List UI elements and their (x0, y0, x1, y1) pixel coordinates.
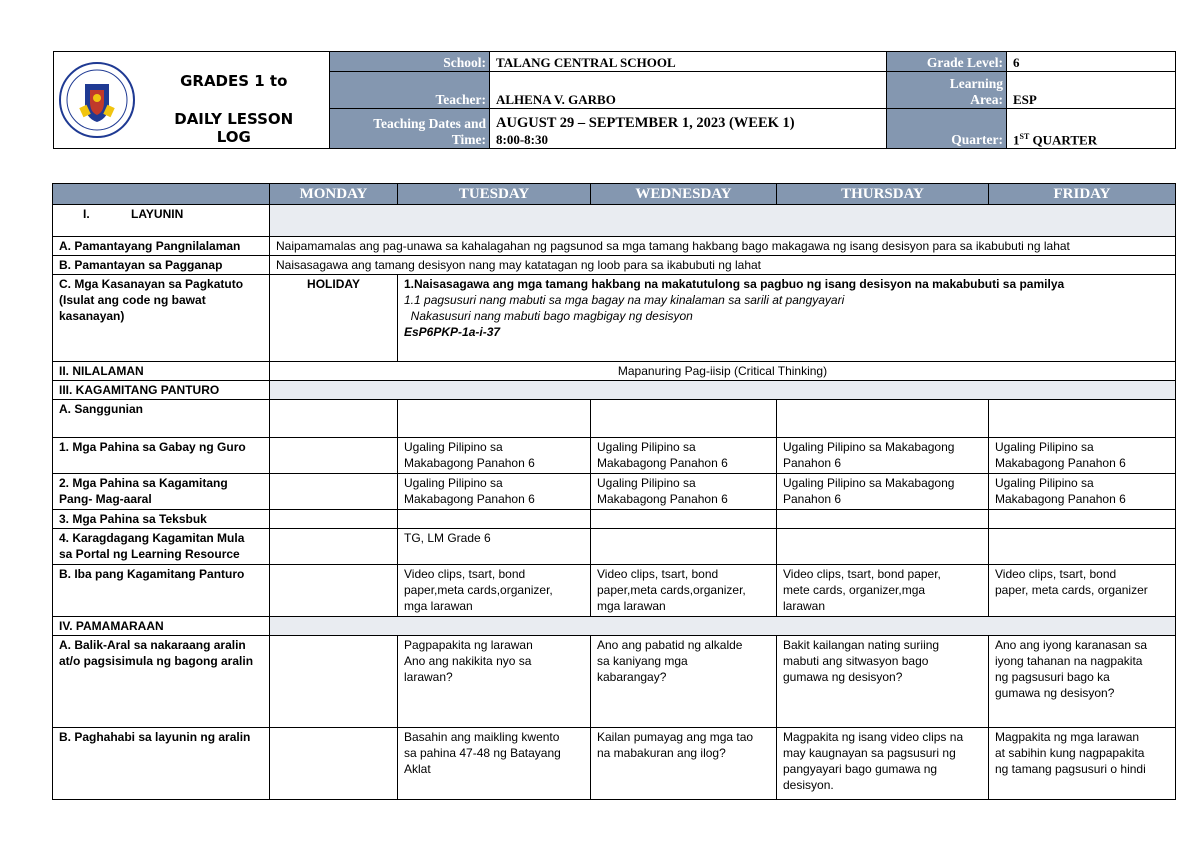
iba-pang-kagamitan-monday (270, 565, 398, 617)
gabay-guro-friday-line-1: Ugaling Pilipino sa (995, 440, 1094, 454)
paghahabi-tuesday (398, 728, 591, 800)
row-label-layunin (53, 205, 270, 237)
sanggunian-wednesday (591, 400, 777, 438)
kagamitang-pang-mag-aaral-friday-line-2: Makabagong Panahon 6 (995, 492, 1126, 506)
layunin-content (270, 205, 1176, 237)
gabay-guro-thursday-line-2: Panahon 6 (783, 456, 842, 470)
row-label-kagamitang-pang-mag-aaral (53, 474, 270, 510)
balik-aral-wednesday (591, 636, 777, 728)
pamamaraan-content (270, 617, 1176, 636)
learning-area-label (887, 72, 1007, 109)
title-line-3: LOG (216, 128, 251, 146)
kasanayan-code: EsP6PKP-1a-i-37 (404, 325, 501, 339)
sanggunian-friday (989, 400, 1176, 438)
sanggunian-tuesday (398, 400, 591, 438)
iba-pang-kagamitan-friday-line-2: paper, meta cards, organizer (995, 583, 1148, 597)
karagdagang-kagamitan-thursday (777, 529, 989, 565)
gabay-guro-thursday (777, 438, 989, 474)
iba-pang-kagamitan-wednesday-line-1: Video clips, tsart, bond (597, 567, 719, 581)
gabay-guro-thursday-line-1: Ugaling Pilipino sa Makabagong (783, 440, 955, 454)
kagamitang-pang-mag-aaral-tuesday-line-1: Ugaling Pilipino sa (404, 476, 503, 490)
lesson-log-table (52, 183, 1176, 800)
balik-aral-friday (989, 636, 1176, 728)
paghahabi-thursday-line-4: desisyon. (783, 778, 834, 792)
iba-pang-kagamitan-tuesday-line-3: mga larawan (404, 599, 473, 613)
paghahabi-wednesday-line-2: na mabakuran ang ilog? (597, 746, 726, 760)
teaching-dates-label (330, 109, 490, 149)
paghahabi-friday-line-2: at sabihin kung nagpapakita (995, 746, 1145, 760)
teacher-value: ALHENA V. GARBO (490, 72, 887, 109)
row-label-kagamitang-panturo: III. KAGAMITANG PANTURO (53, 381, 270, 400)
day-header-monday: MONDAY (270, 184, 398, 205)
iba-pang-kagamitan-tuesday-line-1: Video clips, tsart, bond (404, 567, 526, 581)
day-header-wednesday: WEDNESDAY (591, 184, 777, 205)
balik-aral-thursday (777, 636, 989, 728)
paghahabi-tuesday-line-3: Aklat (404, 762, 431, 776)
balik-aral-tuesday-line-3: larawan? (404, 670, 453, 684)
kagamitang-pang-mag-aaral-monday (270, 474, 398, 510)
gabay-guro-monday (270, 438, 398, 474)
paghahabi-tuesday-line-1: Basahin ang maikling kwento (404, 730, 560, 744)
kagamitang-pang-mag-aaral-tuesday-line-2: Makabagong Panahon 6 (404, 492, 535, 506)
title-line-2: DAILY LESSON (174, 110, 294, 128)
paghahabi-friday-line-3: ng tamang pagsusuri o hindi (995, 762, 1146, 776)
iba-pang-kagamitan-thursday (777, 565, 989, 617)
iba-pang-kagamitan-tuesday-line-2: paper,meta cards,organizer, (404, 583, 553, 597)
gabay-guro-tuesday (398, 438, 591, 474)
iba-pang-kagamitan-thursday-line-1: Video clips, tsart, bond paper, (783, 567, 941, 581)
row-label-iba-pang-kagamitan: B. Iba pang Kagamitang Panturo (53, 565, 270, 617)
kasanayan-line-2: 1.1 pagsusuri nang mabuti sa mga bagay na may kinalaman sa sarili at pangyayari (404, 293, 845, 307)
teksbuk-friday (989, 510, 1176, 529)
row-label-pamamaraan: IV. PAMAMARAAN (53, 617, 270, 636)
balik-aral-thursday-line-3: gumawa ng desisyon? (783, 670, 903, 684)
quarter-label: Quarter: (887, 109, 1007, 149)
row-label-kasanayan (53, 275, 270, 362)
nilalaman-text: Mapanuring Pag-iisip (Critical Thinking) (270, 362, 1176, 381)
paghahabi-thursday-line-2: may kaugnayan sa pagsusuri ng (783, 746, 956, 760)
row-label-sanggunian: A. Sanggunian (53, 400, 270, 438)
kasanayan-label-line-3: kasanayan) (59, 309, 125, 323)
gabay-guro-wednesday (591, 438, 777, 474)
karagdagang-kagamitan-friday (989, 529, 1176, 565)
iba-pang-kagamitan-wednesday-line-3: mga larawan (597, 599, 666, 613)
row-label-balik-aral (53, 636, 270, 728)
iba-pang-kagamitan-wednesday (591, 565, 777, 617)
sanggunian-monday (270, 400, 398, 438)
pamantayang-pangnilalaman-text: Naipamamalas ang pag-unawa sa kahalagahan ng pagsunod sa mga tamang hakbang bago makagawa ng isang desisyon para sa ikabubuti ng lahat (270, 237, 1176, 256)
layunin-number: I. (83, 207, 90, 221)
paghahabi-thursday (777, 728, 989, 800)
school-value: TALANG CENTRAL SCHOOL (490, 52, 887, 72)
teksbuk-wednesday (591, 510, 777, 529)
kasanayan-monday: HOLIDAY (270, 275, 398, 362)
kasanayan-label-line-1: C. Mga Kasanayan sa Pagkatuto (59, 277, 244, 291)
quarter-value (1007, 109, 1176, 149)
sanggunian-thursday (777, 400, 989, 438)
row-label-gabay-guro: 1. Mga Pahina sa Gabay ng Guro (53, 438, 270, 474)
balik-aral-thursday-line-1: Bakit kailangan nating suriing (783, 638, 940, 652)
learning-area-value: ESP (1007, 72, 1176, 109)
kasanayan-line-3: Nakasusuri nang mabuti bago magbigay ng desisyon (404, 309, 693, 323)
kagamitang-pang-mag-aaral-label-line-1: 2. Mga Pahina sa Kagamitang (59, 476, 228, 490)
iba-pang-kagamitan-thursday-line-3: larawan (783, 599, 826, 613)
paghahabi-friday (989, 728, 1176, 800)
grade-level-value: 6 (1007, 52, 1176, 72)
learning-area-label-line-1: Learning (949, 76, 1003, 91)
balik-aral-wednesday-line-3: kabarangay? (597, 670, 667, 684)
balik-aral-thursday-line-2: mabuti ang sitwasyon bago (783, 654, 929, 668)
balik-aral-wednesday-line-2: sa kaniyang mga (597, 654, 688, 668)
balik-aral-friday-line-3: ng pagsusuri bago ka (995, 670, 1110, 684)
deped-seal-icon (57, 60, 137, 140)
row-label-nilalaman: II. NILALAMAN (53, 362, 270, 381)
row-label-karagdagang-kagamitan (53, 529, 270, 565)
balik-aral-label-line-2: at/o pagsisimula ng bagong aralin (59, 654, 254, 668)
row-label-pamantayang-pangnilalaman: A. Pamantayang Pangnilalaman (53, 237, 270, 256)
layunin-label: LAYUNIN (131, 207, 184, 221)
kagamitang-pang-mag-aaral-thursday-line-2: Panahon 6 (783, 492, 842, 506)
paghahabi-monday (270, 728, 398, 800)
paghahabi-tuesday-line-2: sa pahina 47-48 ng Batayang (404, 746, 561, 760)
kagamitang-pang-mag-aaral-friday (989, 474, 1176, 510)
quarter-number: 1 (1013, 132, 1020, 147)
day-header-thursday: THURSDAY (777, 184, 989, 205)
balik-aral-tuesday-line-2: Ano ang nakikita nyo sa (404, 654, 532, 668)
karagdagang-kagamitan-label-line-2: sa Portal ng Learning Resource (59, 547, 240, 561)
kasanayan-label-line-2: (Isulat ang code ng bawat (59, 293, 206, 307)
paghahabi-thursday-line-1: Magpakita ng isang video clips na (783, 730, 964, 744)
gabay-guro-wednesday-line-1: Ugaling Pilipino sa (597, 440, 696, 454)
teksbuk-tuesday (398, 510, 591, 529)
paghahabi-thursday-line-3: pangyayari bago gumawa ng (783, 762, 938, 776)
kagamitang-panturo-content (270, 381, 1176, 400)
row-label-paghahabi: B. Paghahabi sa layunin ng aralin (53, 728, 270, 800)
teksbuk-monday (270, 510, 398, 529)
day-header-friday: FRIDAY (989, 184, 1176, 205)
iba-pang-kagamitan-wednesday-line-2: paper,meta cards,organizer, (597, 583, 746, 597)
teaching-dates-value (490, 109, 887, 149)
iba-pang-kagamitan-friday-line-1: Video clips, tsart, bond (995, 567, 1117, 581)
iba-pang-kagamitan-tuesday (398, 565, 591, 617)
day-header-blank (53, 184, 270, 205)
kagamitang-pang-mag-aaral-thursday (777, 474, 989, 510)
teacher-label: Teacher: (330, 72, 490, 109)
paghahabi-friday-line-1: Magpakita ng mga larawan (995, 730, 1140, 744)
school-label: School: (330, 52, 490, 72)
iba-pang-kagamitan-thursday-line-2: mete cards, organizer,mga (783, 583, 926, 597)
gabay-guro-tuesday-line-2: Makabagong Panahon 6 (404, 456, 535, 470)
row-label-pamantayan-sa-pagganap: B. Pamantayan sa Pagganap (53, 256, 270, 275)
kagamitang-pang-mag-aaral-label-line-2: Pang- Mag-aaral (59, 492, 152, 506)
kagamitang-pang-mag-aaral-wednesday (591, 474, 777, 510)
balik-aral-friday-line-1: Ano ang iyong karanasan sa (995, 638, 1148, 652)
pamantayan-sa-pagganap-text: Naisasagawa ang tamang desisyon nang may katatagan ng loob para sa ikabubuti ng lahat (270, 256, 1176, 275)
balik-aral-friday-line-2: iyong tahanan na nagpakita (995, 654, 1143, 668)
paghahabi-wednesday-line-1: Kailan pumayag ang mga tao (597, 730, 754, 744)
quarter-word: QUARTER (1029, 132, 1098, 147)
day-header-tuesday: TUESDAY (398, 184, 591, 205)
quarter-suffix: ST (1019, 131, 1030, 141)
paghahabi-wednesday (591, 728, 777, 800)
gabay-guro-wednesday-line-2: Makabagong Panahon 6 (597, 456, 728, 470)
grade-level-label: Grade Level: (887, 52, 1007, 72)
learning-area-label-line-2: Area: (970, 92, 1003, 107)
kagamitang-pang-mag-aaral-tuesday (398, 474, 591, 510)
teaching-dates-value-line-2: 8:00-8:30 (496, 132, 548, 147)
kasanayan-line-1: 1.Naisasagawa ang mga tamang hakbang na makatutulong sa pagbuo ng isang desisyon na makabubuti sa pamilya (404, 277, 1065, 291)
header-table (53, 51, 1176, 149)
karagdagang-kagamitan-label-line-1: 4. Karagdagang Kagamitan Mula (59, 531, 245, 545)
kagamitang-pang-mag-aaral-friday-line-1: Ugaling Pilipino sa (995, 476, 1094, 490)
balik-aral-tuesday-line-1: Pagpapakita ng larawan (404, 638, 533, 652)
teksbuk-thursday (777, 510, 989, 529)
gabay-guro-tuesday-line-1: Ugaling Pilipino sa (404, 440, 503, 454)
kagamitang-pang-mag-aaral-thursday-line-1: Ugaling Pilipino sa Makabagong (783, 476, 955, 490)
balik-aral-monday (270, 636, 398, 728)
gabay-guro-friday (989, 438, 1176, 474)
title-line-1: GRADES 1 to (180, 72, 288, 90)
balik-aral-wednesday-line-1: Ano ang pabatid ng alkalde (597, 638, 743, 652)
iba-pang-kagamitan-friday (989, 565, 1176, 617)
kagamitang-pang-mag-aaral-wednesday-line-1: Ugaling Pilipino sa (597, 476, 696, 490)
balik-aral-tuesday (398, 636, 591, 728)
teaching-dates-label-line-1: Teaching Dates and (373, 116, 486, 131)
kasanayan-content (398, 275, 1176, 362)
balik-aral-label-line-1: A. Balik-Aral sa nakaraang aralin (59, 638, 246, 652)
teaching-dates-value-line-1: AUGUST 29 – SEPTEMBER 1, 2023 (WEEK 1) (496, 115, 795, 131)
balik-aral-friday-line-4: gumawa ng desisyon? (995, 686, 1115, 700)
karagdagang-kagamitan-monday (270, 529, 398, 565)
row-label-teksbuk: 3. Mga Pahina sa Teksbuk (53, 510, 270, 529)
deped-seal-cell (54, 52, 139, 149)
karagdagang-kagamitan-wednesday (591, 529, 777, 565)
teaching-dates-label-line-2: Time: (451, 132, 486, 147)
kagamitang-pang-mag-aaral-wednesday-line-2: Makabagong Panahon 6 (597, 492, 728, 506)
gabay-guro-friday-line-2: Makabagong Panahon 6 (995, 456, 1126, 470)
page-title (139, 52, 330, 149)
karagdagang-kagamitan-tuesday: TG, LM Grade 6 (398, 529, 591, 565)
